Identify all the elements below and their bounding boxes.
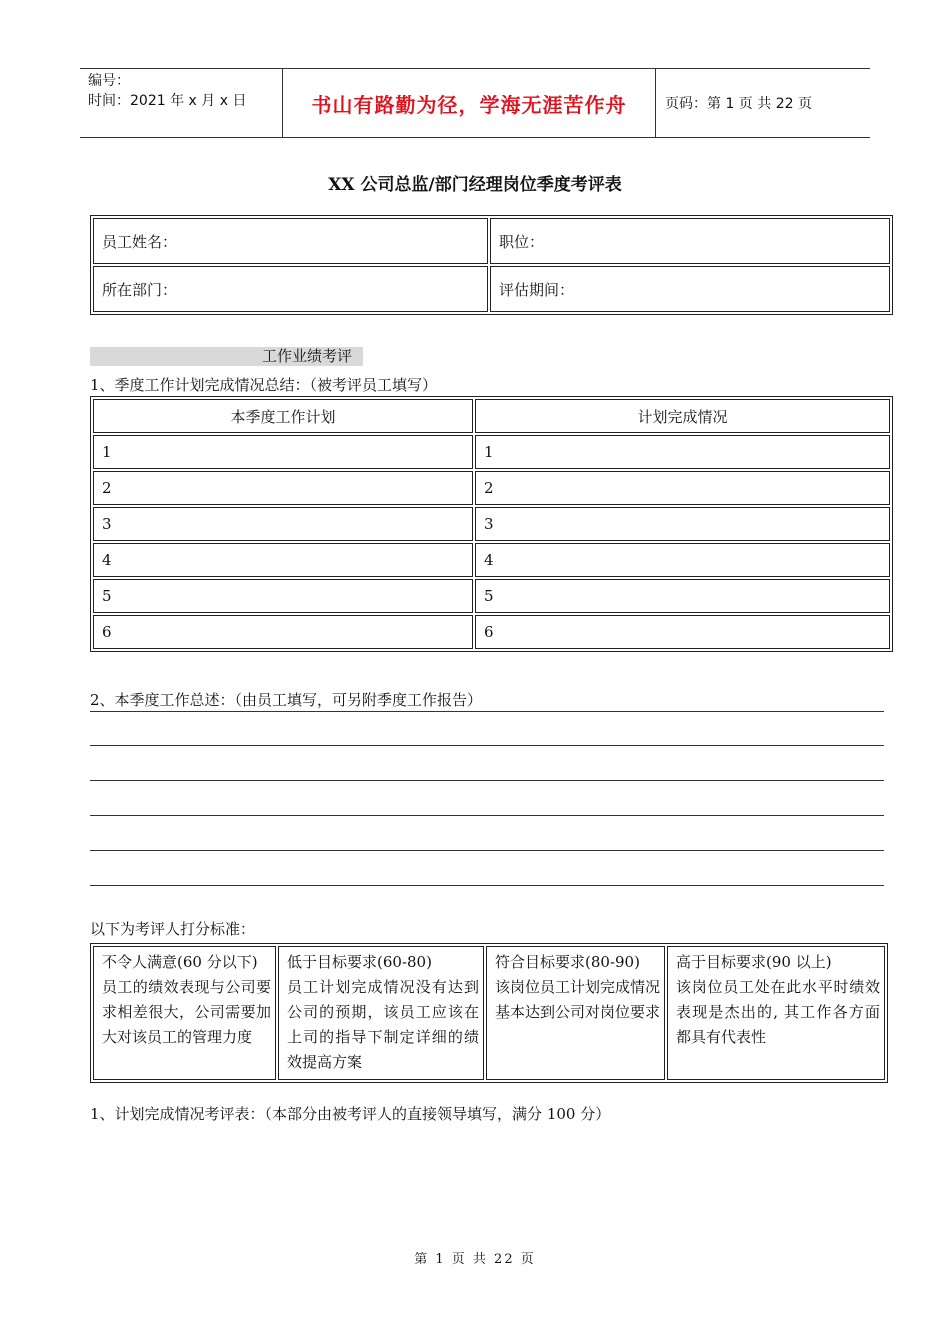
plan-cell[interactable]: 5 — [93, 579, 473, 613]
status-cell[interactable]: 6 — [475, 615, 890, 649]
status-cell[interactable]: 3 — [475, 507, 890, 541]
table-row — [93, 471, 890, 505]
status-cell[interactable]: 2 — [475, 471, 890, 505]
scoring-criteria-table — [90, 943, 888, 1083]
criteria-heading: 符合目标要求(80-90) — [495, 953, 640, 971]
writing-line[interactable] — [90, 850, 884, 851]
table-row — [93, 507, 890, 541]
criteria-cell-above-target — [667, 946, 885, 1080]
table-row — [93, 543, 890, 577]
criteria-heading: 不令人满意(60 分以下) — [102, 953, 258, 971]
plan-cell[interactable]: 3 — [93, 507, 473, 541]
criteria-description: 该岗位员工计划完成情况基本达到公司对岗位要求 — [495, 978, 661, 1021]
writing-line[interactable] — [90, 745, 884, 746]
plan-summary-label: 1、季度工作计划完成情况总结：（被考评员工填写） — [90, 376, 438, 394]
plan-cell[interactable]: 2 — [93, 471, 473, 505]
employee-name-field[interactable]: 员工姓名： — [93, 218, 488, 264]
table-row — [93, 435, 890, 469]
criteria-cell-meets-target — [486, 946, 665, 1080]
page-footer: 第 1 页 共 22 页 — [414, 1252, 536, 1267]
table-row — [93, 579, 890, 613]
writing-line[interactable] — [90, 885, 884, 886]
status-cell[interactable]: 5 — [475, 579, 890, 613]
criteria-heading: 低于目标要求(60-80) — [287, 953, 432, 971]
time-label: 时间：2021 年 x 月 x 日 — [88, 93, 247, 109]
department-field[interactable]: 所在部门： — [93, 266, 488, 312]
status-cell[interactable]: 4 — [475, 543, 890, 577]
criteria-description: 该岗位员工处在此水平时绩效表现是杰出的, 其工作各方面都具有代表性 — [676, 978, 880, 1046]
plan-cell[interactable]: 6 — [93, 615, 473, 649]
period-field[interactable]: 评估期间： — [490, 266, 890, 312]
page-title: XX 公司总监/部门经理岗位季度考评表 — [328, 175, 622, 195]
position-field[interactable]: 职位： — [490, 218, 890, 264]
criteria-label: 以下为考评人打分标准： — [90, 920, 256, 938]
section-heading — [90, 347, 363, 366]
header-motto: 书山有路勤为径，学海无涯苦作舟 — [283, 69, 656, 137]
employee-info-table — [90, 215, 893, 315]
column-header-status: 计划完成情况 — [475, 399, 890, 433]
criteria-heading: 高于目标要求(90 以上) — [676, 953, 832, 971]
writing-line[interactable] — [90, 815, 884, 816]
document-header — [80, 68, 870, 138]
header-page-label: 页码：第 1 页 共 22 页 — [665, 96, 812, 112]
criteria-cell-below-target — [278, 946, 484, 1080]
header-meta — [80, 69, 283, 137]
section-title: 工作业绩考评 — [262, 347, 353, 365]
writing-line[interactable] — [90, 780, 884, 781]
writing-line[interactable] — [90, 711, 884, 712]
table-row — [93, 615, 890, 649]
criteria-description: 员工计划完成情况没有达到公司的预期，该员工应该在上司的指导下制定详细的绩效提高方案 — [287, 978, 479, 1071]
criteria-cell-unsatisfactory — [93, 946, 276, 1080]
column-header-plan: 本季度工作计划 — [93, 399, 473, 433]
plan-review-label: 1、计划完成情况考评表：（本部分由被考评人的直接领导填写，满分 100 分） — [90, 1105, 611, 1123]
plan-summary-table — [90, 396, 893, 652]
plan-cell[interactable]: 1 — [93, 435, 473, 469]
criteria-description: 员工的绩效表现与公司要求相差很大，公司需要加大对该员工的管理力度 — [102, 978, 271, 1046]
status-cell[interactable]: 1 — [475, 435, 890, 469]
number-label: 编号： — [88, 73, 130, 89]
plan-cell[interactable]: 4 — [93, 543, 473, 577]
work-summary-label: 2、本季度工作总述：（由员工填写，可另附季度工作报告） — [90, 691, 483, 709]
